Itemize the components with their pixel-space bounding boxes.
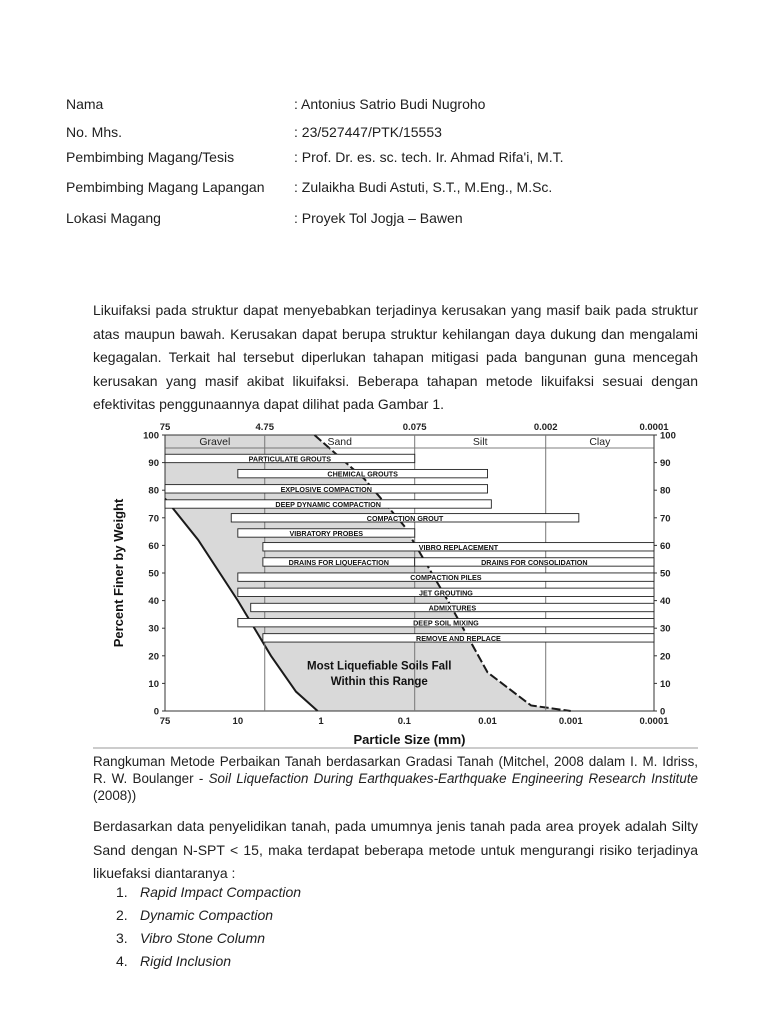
soil-improvement-chart bbox=[93, 415, 698, 750]
x-tick-label: 0.001 bbox=[558, 716, 583, 727]
figure-caption bbox=[93, 753, 698, 804]
x-tick-label: 10 bbox=[232, 716, 244, 727]
y-tick-label-right: 70 bbox=[660, 513, 671, 525]
method-label: ADMIXTURES bbox=[428, 603, 477, 613]
info-value: : Antonius Satrio Budi Nugroho bbox=[294, 96, 486, 112]
y-tick-label-left: 80 bbox=[148, 485, 159, 497]
method-label: DEEP DYNAMIC COMPACTION bbox=[275, 500, 381, 509]
list-number: 2. bbox=[116, 907, 128, 923]
soil-zone-label: Gravel bbox=[199, 436, 231, 448]
info-value: : Zulaikha Budi Astuti, S.T., M.Eng., M.Sc. bbox=[294, 179, 553, 195]
method-label: DRAINS FOR LIQUEFACTION bbox=[288, 557, 389, 567]
x-tick-label: 75 bbox=[159, 716, 171, 727]
zone-annotation-line2: Within this Range bbox=[330, 675, 428, 688]
y-tick-label-right: 0 bbox=[660, 706, 666, 718]
info-label: Pembimbing Magang Lapangan bbox=[66, 179, 265, 195]
soil-zone-label: Sand bbox=[327, 436, 352, 448]
x-top-tick-label: 75 bbox=[159, 422, 171, 433]
y-tick-label-right: 90 bbox=[660, 458, 671, 470]
info-label: Pembimbing Magang/Tesis bbox=[66, 149, 235, 165]
x-tick-label: 0.1 bbox=[397, 716, 411, 727]
info-row-student-number bbox=[66, 124, 706, 144]
list-number: 3. bbox=[116, 930, 128, 946]
method-label: DRAINS FOR CONSOLIDATION bbox=[481, 557, 588, 567]
info-value: : 23/527447/PTK/15553 bbox=[294, 124, 442, 140]
list-text: Vibro Stone Column bbox=[140, 930, 266, 946]
list-number: 4. bbox=[116, 953, 128, 969]
y-tick-label-right: 40 bbox=[660, 596, 671, 608]
y-tick-label-left: 100 bbox=[143, 430, 159, 442]
intro-paragraph: Likuifaksi pada struktur dapat menyebabkan terjadinya kerusakan yang masif baik pada struktur atas maupun bawah. Kerusakan dapat berupa struktur kehilangan daya dukung dan mengalami kegagalan. Terkait hal tersebut diperlukan tahapan mitigasi pada bangunan guna mencegah kerusakan yang masif akibat likuifaksi. Beberapa tahapan metode likuifaksi sesuai dengan efektivitas penggunaannya dapat dilihat pada Gambar 1. bbox=[93, 302, 698, 412]
analysis-paragraph: Berdasarkan data penyelidikan tanah, pada umumnya jenis tanah pada area proyek adalah Silty Sand dengan N-SPT < 15, maka terdapat beberapa metode untuk mengurangi risiko terjadinya likuefaksi diantaranya : bbox=[93, 818, 698, 881]
y-tick-label-left: 10 bbox=[148, 678, 159, 690]
y-tick-label-left: 50 bbox=[148, 568, 159, 580]
method-label: VIBRO REPLACEMENT bbox=[418, 542, 499, 552]
y-tick-label-left: 60 bbox=[148, 540, 159, 552]
method-label: COMPACTION GROUT bbox=[366, 513, 444, 523]
caption-text: Rangkuman Metode Perbaikan Tanah berdasarkan Gradasi Tanah (Mitchel, 2008 dalam I. M. Idriss, R. W. Boulanger - bbox=[93, 754, 698, 786]
list-text: Rigid Inclusion bbox=[140, 953, 232, 969]
y-tick-label-left: 70 bbox=[148, 513, 159, 525]
list-text: Rapid Impact Compaction bbox=[140, 884, 302, 900]
y-tick-label-right: 30 bbox=[660, 623, 671, 635]
x-top-tick-label: 0.0001 bbox=[639, 422, 669, 433]
soil-zone-label: Clay bbox=[589, 436, 611, 448]
x-top-tick-label: 0.002 bbox=[533, 422, 558, 433]
zone-annotation-line1: Most Liquefiable Soils Fall bbox=[307, 660, 452, 673]
method-label: COMPACTION PILES bbox=[410, 573, 482, 583]
y-tick-label-left: 30 bbox=[148, 623, 159, 635]
list-text: Dynamic Compaction bbox=[140, 907, 274, 923]
y-tick-label-left: 40 bbox=[148, 596, 159, 608]
info-label: Lokasi Magang bbox=[66, 210, 161, 226]
info-value: : Prof. Dr. es. sc. tech. Ir. Ahmad Rifa'i, M.T. bbox=[294, 149, 564, 165]
info-row-name bbox=[66, 96, 706, 116]
x-tick-label: 1 bbox=[318, 716, 324, 727]
soil-zone-label: Silt bbox=[472, 436, 488, 448]
method-label: VIBRATORY PROBES bbox=[289, 528, 364, 538]
x-top-tick-label: 0.075 bbox=[402, 422, 427, 433]
list-number: 1. bbox=[116, 884, 128, 900]
info-label: Nama bbox=[66, 96, 104, 112]
method-label: JET GROUTING bbox=[418, 588, 473, 598]
info-value: : Proyek Tol Jogja – Bawen bbox=[294, 210, 463, 226]
y-axis-title: Percent Finer by Weight bbox=[111, 498, 126, 648]
y-tick-label-right: 50 bbox=[660, 568, 671, 580]
method-label: REMOVE AND REPLACE bbox=[416, 633, 501, 643]
y-tick-label-left: 90 bbox=[148, 458, 159, 470]
info-row-location bbox=[66, 210, 706, 230]
y-tick-label-right: 80 bbox=[660, 485, 671, 497]
method-label: CHEMICAL GROUTS bbox=[327, 469, 398, 479]
x-top-tick-label: 4.75 bbox=[255, 422, 274, 433]
y-tick-label-right: 100 bbox=[660, 430, 676, 442]
info-label: No. Mhs. bbox=[66, 124, 123, 140]
y-tick-label-left: 0 bbox=[153, 706, 159, 718]
y-tick-label-right: 10 bbox=[660, 678, 671, 690]
y-tick-label-right: 20 bbox=[660, 651, 671, 663]
x-tick-label: 0.0001 bbox=[639, 716, 669, 727]
info-row-thesis-supervisor bbox=[66, 149, 706, 169]
x-tick-label: 0.01 bbox=[478, 716, 497, 727]
method-label: EXPLOSIVE COMPACTION bbox=[280, 484, 372, 494]
caption-year: (2008)) bbox=[93, 788, 137, 803]
y-tick-label-left: 20 bbox=[148, 651, 159, 663]
info-row-field-supervisor bbox=[66, 179, 706, 199]
x-axis-title: Particle Size (mm) bbox=[353, 732, 466, 747]
method-label: PARTICULATE GROUTS bbox=[248, 454, 332, 464]
y-tick-label-right: 60 bbox=[660, 540, 671, 552]
caption-source-title: Soil Liquefaction During Earthquakes-Earthquake Engineering Research Institute bbox=[208, 771, 698, 786]
method-label: DEEP SOIL MIXING bbox=[413, 618, 479, 628]
